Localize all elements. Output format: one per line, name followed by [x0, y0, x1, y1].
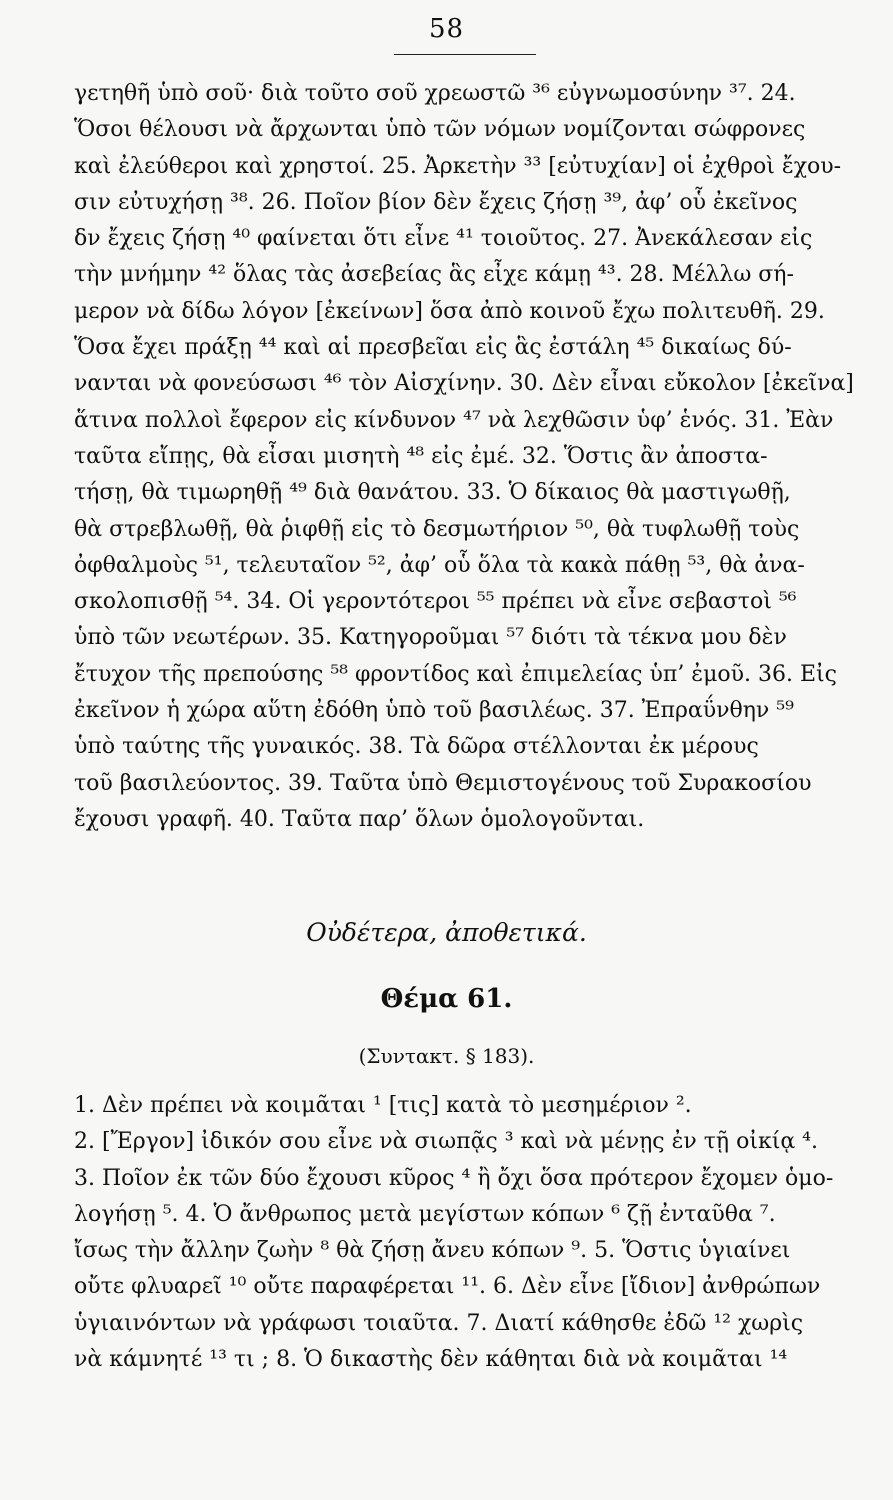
text-line: τοῦ βασιλεύοντος. 39. Ταῦτα ὑπὸ Θεμιστογένους τοῦ Συρακοσίου — [74, 770, 812, 796]
text-line: ταῦτα εἴπῃς, θὰ εἶσαι μισητὴ ⁴⁸ εἰς ἐμέ. 32. Ὅστις ἂν ἀποστα- — [74, 443, 768, 469]
text-line: ὑπὸ ταύτης τῆς γυναικός. 38. Τὰ δῶρα στέλλονται ἐκ μέρους — [74, 734, 759, 760]
text-line: γετηθῆ ὑπὸ σοῦ· διὰ τοῦτο σοῦ χρεωστῶ ³⁶ εὐγνωμοσύνην ³⁷. 24. — [74, 81, 796, 106]
page-number: 58 — [428, 14, 465, 44]
text-line: τήσῃ, θὰ τιμωρηθῇ ⁴⁹ διὰ θανάτου. 33. Ὁ δίκαιος θὰ μαστιγωθῇ, — [74, 480, 791, 506]
text-line: δν ἔχεις ζήσῃ ⁴⁰ φαίνεται ὅτι εἶνε ⁴¹ τοιοῦτος. 27. Ἀνεκάλεσαν εἰς — [74, 226, 813, 252]
text-line: ἴσως τὴν ἄλλην ζωὴν ⁸ θὰ ζήσῃ ἄνευ κόπων ⁹. 5. Ὅστις ὑγιαίνει — [74, 1238, 791, 1264]
text-line: λογήσῃ ⁵. 4. Ὁ ἄνθρωπος μετὰ μεγίστων κόπων ⁶ ζῇ ἐνταῦθα ⁷. — [74, 1201, 776, 1227]
text-line: 2. [Ἔργον] ἰδικόν σου εἶνε νὰ σιωπᾷς ³ καὶ νὰ μένῃς ἐν τῇ οἰκίᾳ ⁴. — [74, 1129, 818, 1155]
section-heading: Οὐδέτερα, ἀποθετικά. — [306, 918, 587, 947]
text-line: ἔχουσι γραφῆ. 40. Ταῦτα παρ’ ὅλων ὁμολογοῦνται. — [74, 806, 645, 832]
text-line: ἅτινα πολλοὶ ἔφερον εἰς κίνδυνον ⁴⁷ νὰ λεχθῶσιν ὑφ’ ἑνός. 31. Ἐὰν — [74, 407, 834, 433]
text-line: 1. Δὲν πρέπει νὰ κοιμᾶται ¹ [τις] κατὰ τὸ μεσημέριον ². — [74, 1093, 692, 1118]
text-line: ἔτυχον τῆς πρεπούσης ⁵⁸ φροντίδος καὶ ἐπιμελείας ὑπ’ ἐμοῦ. 36. Εἰς — [74, 661, 837, 687]
text-line: σιν εὐτυχήσῃ ³⁸. 26. Ποῖον βίον δὲν ἔχεις ζήσῃ ³⁹, ἀφ’ οὗ ἐκεῖνος — [74, 189, 798, 215]
header-rule — [394, 54, 536, 55]
text-line: τὴν μνήμην ⁴² ὅλας τὰς ἀσεβείας ἃς εἶχε κάμῃ ⁴³. 28. Μέλλω σή- — [74, 262, 794, 288]
text-line: μερον νὰ δίδω λόγον [ἐκείνων] ὅσα ἀπὸ κοινοῦ ἔχω πολιτευθῆ. 29. — [74, 298, 825, 324]
syntax-reference: (Συντακτ. § 183). — [358, 1044, 535, 1068]
text-line: θὰ στρεβλωθῇ, θὰ ῥιφθῇ εἰς τὸ δεσμωτήριον ⁵⁰, θὰ τυφλωθῇ τοὺς — [74, 516, 800, 542]
text-line: Ὅσοι θέλουσι νὰ ἄρχωνται ὑπὸ τῶν νόμων νομίζονται σώφρονες — [74, 117, 806, 143]
theme-title: Θέμα 61. — [380, 984, 513, 1014]
exercise-paragraph-2 — [74, 1088, 854, 1378]
text-line: ὑγιαινόντων νὰ γράφωσι τοιαῦτα. 7. Διατί κάθησθε ἐδῶ ¹² χωρὶς — [74, 1310, 804, 1336]
exercise-paragraph — [74, 76, 854, 838]
text-line: καὶ ἐλεύθεροι καὶ χρηστοί. 25. Ἀρκετὴν ³³ [εὐτυχίαν] οἱ ἐχθροὶ ἔχου- — [74, 153, 842, 179]
text-line: σκολοπισθῇ ⁵⁴. 34. Οἱ γεροντότεροι ⁵⁵ πρέπει νὰ εἶνε σεβαστοὶ ⁵⁶ — [74, 589, 797, 615]
text-line: οὔτε φλυαρεῖ ¹⁰ οὔτε παραφέρεται ¹¹. 6. Δὲν εἶνε [ἴδιον] ἀνθρώπων — [74, 1274, 821, 1300]
text-line: ὀφθαλμοὺς ⁵¹, τελευταῖον ⁵², ἀφ’ οὗ ὅλα τὰ κακὰ πάθῃ ⁵³, θὰ ἀνα- — [74, 552, 805, 578]
text-line: 3. Ποῖον ἐκ τῶν δύο ἔχουσι κῦρος ⁴ ἢ ὄχι ὅσα πρότερον ἔχομεν ὁμο- — [74, 1165, 834, 1191]
text-line: ὑπὸ τῶν νεωτέρων. 35. Κατηγοροῦμαι ⁵⁷ διότι τὰ τέκνα μου δὲν — [74, 625, 787, 651]
text-line: νὰ κάμνητέ ¹³ τι ; 8. Ὁ δικαστὴς δὲν κάθηται διὰ νὰ κοιμᾶται ¹⁴ — [74, 1347, 788, 1373]
text-line: νανται νὰ φονεύσωσι ⁴⁶ τὸν Αἰσχίνην. 30. Δὲν εἶναι εὔκολον [ἐκεῖνα] — [74, 371, 854, 397]
text-line: Ὅσα ἔχει πράξῃ ⁴⁴ καὶ αἱ πρεσβεῖαι εἰς ἃς ἐστάλη ⁴⁵ δικαίως δύ- — [74, 335, 792, 361]
text-line: ἐκεῖνον ἡ χώρα αὕτη ἐδόθη ὑπὸ τοῦ βασιλέως. 37. Ἐπραΰνθην ⁵⁹ — [74, 698, 794, 724]
